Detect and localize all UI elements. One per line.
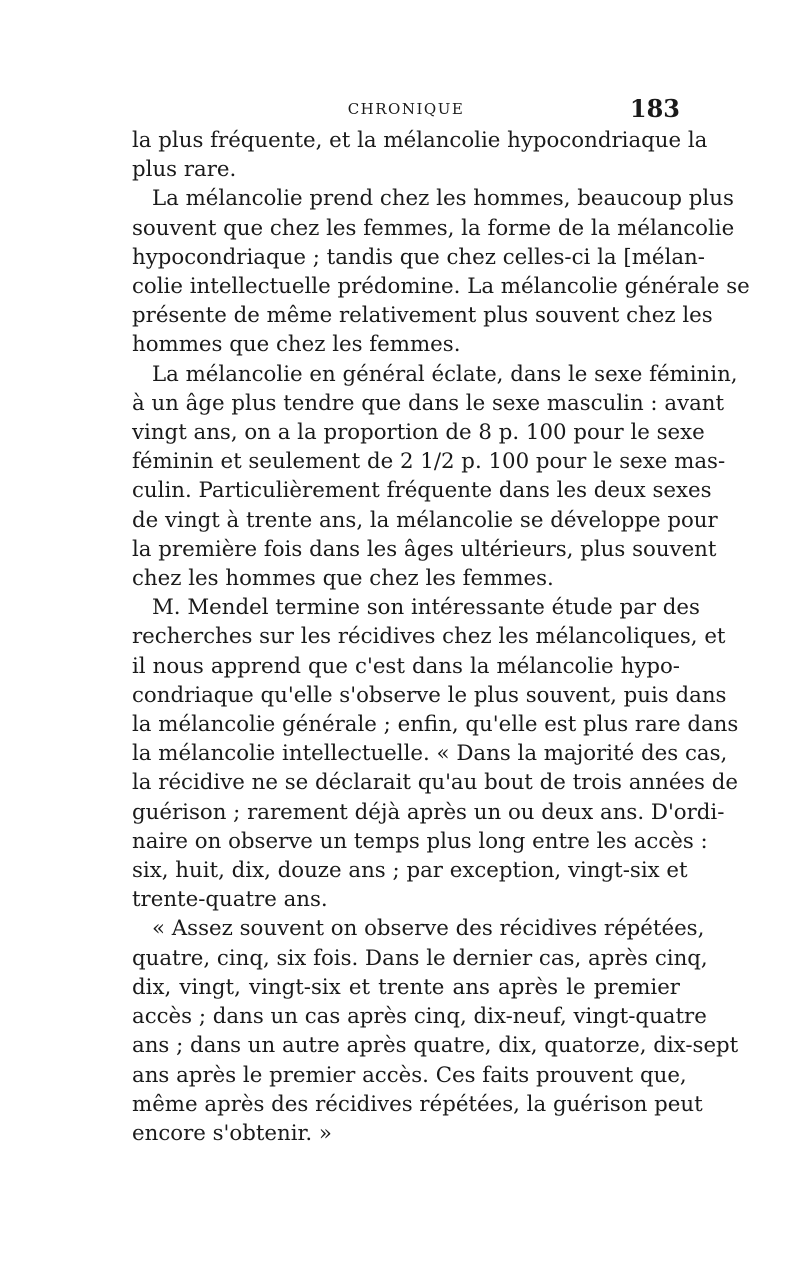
text-line: La mélancolie en général éclate, dans le sexe féminin, xyxy=(152,361,738,387)
text-line: chez les hommes que chez les femmes. xyxy=(132,566,554,592)
text-line: hypocondriaque ; tandis que chez celles-ci la [mélan- xyxy=(132,244,705,270)
text-line: la première fois dans les âges ultérieurs, plus souvent xyxy=(132,536,717,562)
text-line: naire on observe un temps plus long entre les accès : xyxy=(132,828,708,854)
text-line: il nous apprend que c'est dans la mélancolie hypo- xyxy=(132,653,680,679)
text-line: présente de même relativement plus souvent chez les xyxy=(132,303,713,329)
text-line: guérison ; rarement déjà après un ou deux ans. D'ordi- xyxy=(132,799,725,825)
text-line: souvent que chez les femmes, la forme de la mélancolie xyxy=(132,215,735,241)
body-text xyxy=(132,126,750,1148)
text-line: M. Mendel termine son intéressante étude par des xyxy=(152,595,700,621)
running-head: CHRONIQUE xyxy=(347,100,465,118)
text-line: la mélancolie générale ; enfin, qu'elle est plus rare dans xyxy=(132,712,739,738)
text-line: la mélancolie intellectuelle. « Dans la majorité des cas, xyxy=(132,741,728,767)
text-line: accès ; dans un cas après cinq, dix-neuf, vingt-quatre xyxy=(132,1004,707,1030)
page-number: 183 xyxy=(629,94,680,123)
text-line: de vingt à trente ans, la mélancolie se développe pour xyxy=(132,507,718,533)
text-line: La mélancolie prend chez les hommes, beaucoup plus xyxy=(152,186,734,212)
text-line: la plus fréquente, et la mélancolie hypocondriaque la xyxy=(132,128,708,153)
text-line: quatre, cinq, six fois. Dans le dernier cas, après cinq, xyxy=(132,945,708,971)
text-line: plus rare. xyxy=(132,157,237,183)
text-line: féminin et seulement de 2 1/2 p. 100 pour le sexe mas- xyxy=(132,449,726,475)
text-line: recherches sur les récidives chez les mélancoliques, et xyxy=(132,624,726,650)
text-line: ans après le premier accès. Ces faits prouvent que, xyxy=(132,1062,687,1088)
text-line: hommes que chez les femmes. xyxy=(132,332,461,358)
text-line: la récidive ne se déclarait qu'au bout de trois années de xyxy=(132,770,738,796)
text-line: même après des récidives répétées, la guérison peut xyxy=(132,1091,703,1117)
text-line: colie intellectuelle prédomine. La mélancolie générale se xyxy=(132,274,750,300)
text-line: dix, vingt, vingt-six et trente ans après le premier xyxy=(132,974,680,1000)
text-line: condriaque qu'elle s'observe le plus souvent, puis dans xyxy=(132,682,727,708)
text-line: vingt ans, on a la proportion de 8 p. 100 pour le sexe xyxy=(132,420,705,446)
text-line: trente-quatre ans. xyxy=(132,887,328,913)
text-line: « Assez souvent on observe des récidives répétées, xyxy=(152,916,705,942)
text-line: encore s'obtenir. » xyxy=(132,1120,332,1146)
text-line: six, huit, dix, douze ans ; par exception, vingt-six et xyxy=(132,858,688,884)
text-line: à un âge plus tendre que dans le sexe masculin : avant xyxy=(132,390,725,416)
page-header xyxy=(132,94,680,126)
text-line: ans ; dans un autre après quatre, dix, quatorze, dix-sept xyxy=(132,1033,739,1059)
text-line: culin. Particulièrement fréquente dans les deux sexes xyxy=(132,478,712,504)
